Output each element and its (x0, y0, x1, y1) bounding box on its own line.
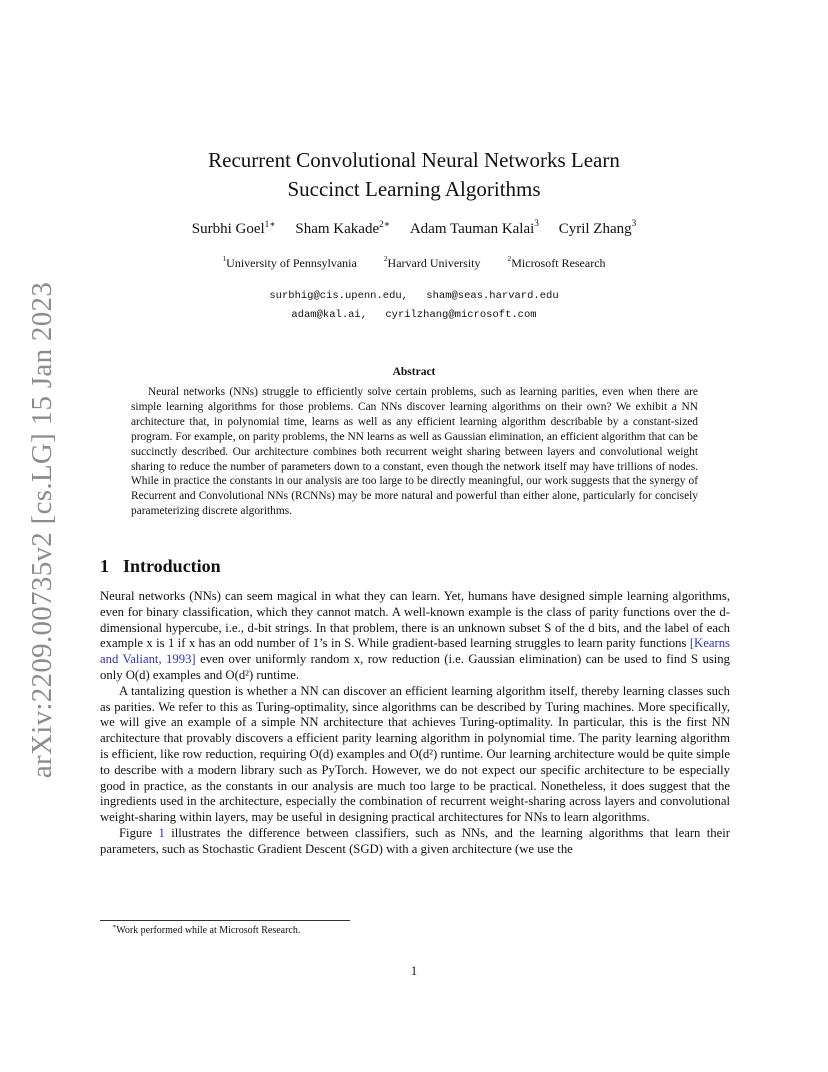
page-number: 1 (410, 964, 418, 978)
affiliations (100, 256, 728, 271)
email-link[interactable]: sham@seas.harvard.edu (426, 290, 559, 302)
email-list (100, 287, 728, 325)
section-heading (100, 556, 221, 577)
email-link[interactable]: cyrilzhang@microsoft.com (385, 309, 537, 321)
abstract-heading: Abstract (392, 366, 436, 378)
body-text (100, 589, 730, 858)
email-link[interactable]: adam@kal.ai, (291, 309, 368, 321)
author: Surbhi Goel$^{1∗}$ (191, 220, 276, 237)
paragraph: A tantalizing question is whether a NN can discover an efficient learning algorithm itself, thereby learning classes such as parities. We refer to this as Turing-optimality, since algorithms can be described by Turing machines. More specifically, we will give an example of a simple NN architecture that achieves Turing-optimality. In particular, this is the first NN architecture that provably discovers a efficient parity learning algorithm in polynomial time. The parity learning algorithm is efficient, like row reduction, requiring O(d) examples and O(d²) runtime. Our learning architecture would be quite simple to describe with a modern library such as PyTorch. However, we do not expect our specific architecture to be especially good in practice, as the constants in our analysis are much too large to be practical. Nonetheless, it does suggest that the ingredients used in the architecture, especially the combination of recurrent weight-sharing across layers and convolutional weight-sharing within layers, may be useful in designing practical architectures for NNs to learn algorithms. (100, 683, 730, 825)
affiliation: $^2$Harvard University (383, 254, 481, 270)
citation-link[interactable]: [Kearns and Valiant, 1993] (100, 636, 730, 667)
title-line-1: Recurrent Convolutional Neural Networks Learn (208, 148, 620, 172)
author-list (100, 221, 728, 238)
arxiv-stamp: arXiv:2209.00735v2 [cs.LG] 15 Jan 2023 (26, 281, 58, 779)
affiliation: $^1$University of Pennsylvania (222, 254, 357, 270)
paper-title (100, 146, 728, 204)
author: Cyril Zhang$^3$ (558, 219, 637, 237)
abstract-text: Neural networks (NNs) struggle to efficiently solve certain problems, such as learning parities, even when there are simple learning algorithms for those problems. Can NNs discover learning algorithms on their own? We exhibit a NN architecture that, in polynomial time, learns as well as any efficient learning algorithm describable by a constant-sized program. For example, on parity problems, the NN learns as well as Gaussian elimination, an efficient algorithm that can be succinctly described. Our architecture combines both recurrent weight sharing between layers and convolutional weight sharing to reduce the number of parameters down to a constant, even though the network itself may have trillions of nodes. While in practice the constants in our analysis are too large to be directly meaningful, our work suggests that the synergy of Recurrent and Convolutional NNs (RCNNs) may be more natural and powerful than either alone, particularly for concisely parameterizing discrete algorithms. (131, 386, 698, 518)
paragraph: Figure 1 illustrates the difference between classifiers, such as NNs, and the learning algorithms that learn their parameters, such as Stochastic Gradient Descent (SGD) with a given architecture (we use the (100, 825, 731, 856)
section-title: Introduction (123, 556, 221, 576)
footnote: ∗Work performed while at Microsoft Research. (112, 923, 301, 936)
paragraph: Neural networks (NNs) can seem magical in what they can learn. Yet, humans have designed simple learning algorithms, even for binary classification, which they cannot match. A well-known example is the class of parity functions over the d-dimensional hypercube, i.e., d-bit strings. In that problem, there is an unknown subset S of the d bits, and the label of each example x is 1 if x has an odd number of 1’s in S. While gradient-based learning struggles to learn parity functions [Kearns and Valiant, 1993] even over uniformly random x, row reduction (i.e. Gaussian elimination) can be used to find S using only O(d) examples and O(d²) runtime. (100, 589, 730, 682)
affiliation: $^2$Microsoft Research (507, 254, 606, 270)
section-number: 1 (100, 556, 109, 576)
title-line-2: Succinct Learning Algorithms (287, 177, 541, 201)
author: Sham Kakade$^{2∗}$ (295, 220, 391, 237)
footnote-rule (100, 920, 350, 921)
figure-ref-link[interactable]: 1 (158, 825, 165, 840)
email-link[interactable]: surbhig@cis.upenn.edu, (269, 290, 408, 302)
author: Adam Tauman Kalai$^3$ (409, 219, 539, 237)
